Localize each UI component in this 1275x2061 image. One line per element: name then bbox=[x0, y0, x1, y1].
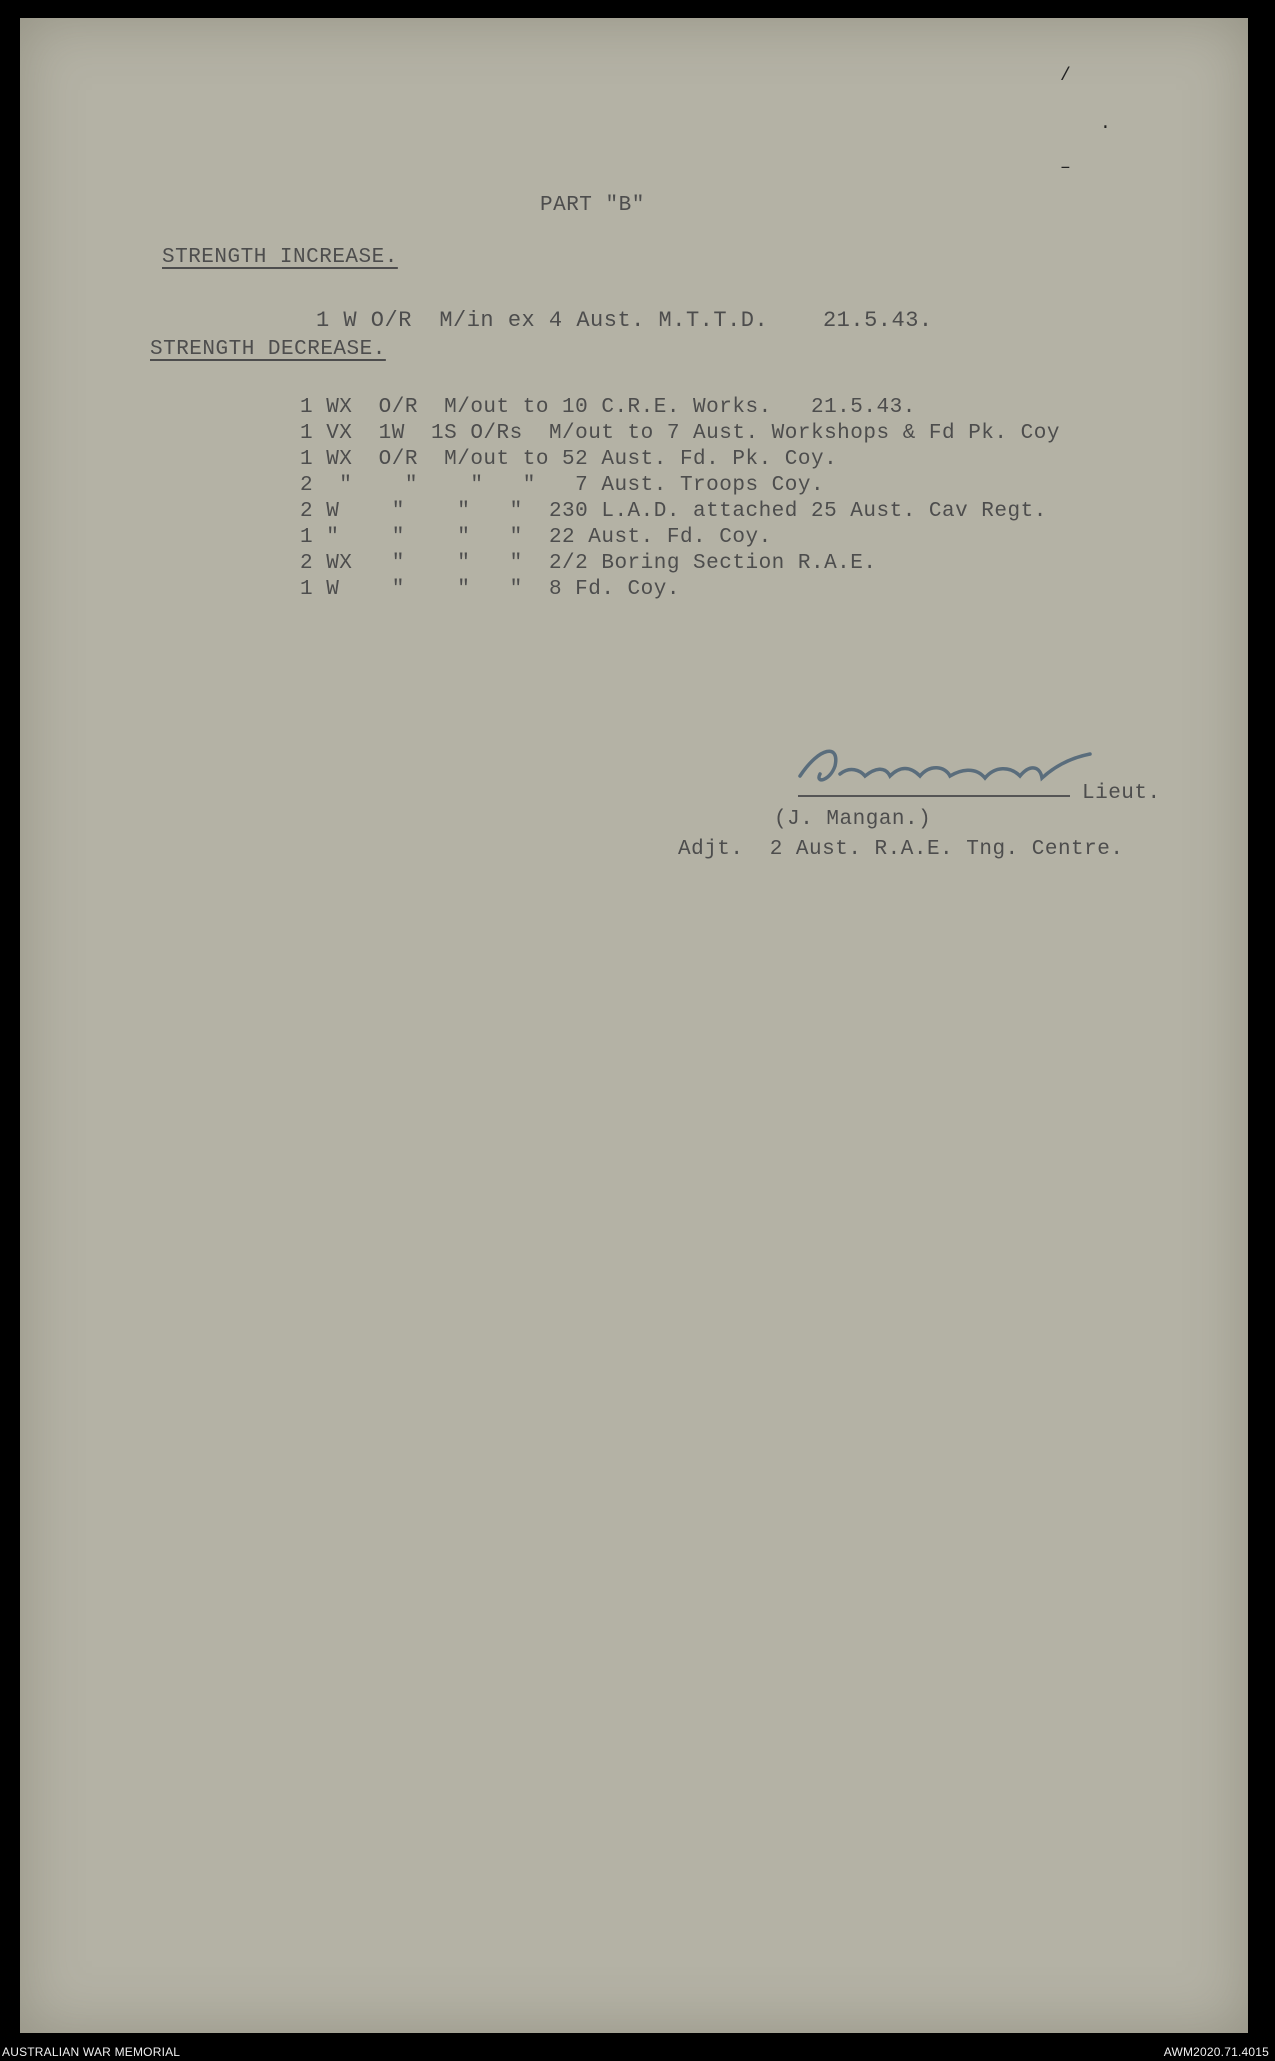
margin-mark: / bbox=[1060, 66, 1071, 86]
decrease-line: 1 " " " " 22 Aust. Fd. Coy. bbox=[300, 526, 772, 549]
footer-right: AWM2020.71.4015 bbox=[1163, 2045, 1269, 2059]
decrease-line: 1 WX O/R M/out to 52 Aust. Fd. Pk. Coy. bbox=[300, 448, 838, 471]
decrease-line: 1 W " " " 8 Fd. Coy. bbox=[300, 578, 680, 601]
margin-mark: · bbox=[1100, 118, 1111, 138]
signature-rank: Lieut. bbox=[1082, 782, 1161, 805]
decrease-line: 2 WX " " " 2/2 Boring Section R.A.E. bbox=[300, 552, 877, 575]
margin-mark: – bbox=[1060, 158, 1071, 178]
part-title: PART "B" bbox=[540, 194, 645, 217]
footer-left: AUSTRALIAN WAR MEMORIAL bbox=[2, 2045, 181, 2059]
increase-line: 1 W O/R M/in ex 4 Aust. M.T.T.D. 21.5.43. bbox=[316, 308, 933, 333]
decrease-line: 2 " " " " 7 Aust. Troops Coy. bbox=[300, 474, 825, 497]
handwritten-signature bbox=[780, 736, 1120, 806]
signature-role: Adjt. 2 Aust. R.A.E. Tng. Centre. bbox=[678, 838, 1124, 861]
decrease-heading: STRENGTH DECREASE. bbox=[150, 338, 386, 361]
document-page bbox=[20, 18, 1248, 2033]
decrease-line: 2 W " " " 230 L.A.D. attached 25 Aust. Cav Regt. bbox=[300, 500, 1047, 523]
decrease-line: 1 WX O/R M/out to 10 C.R.E. Works. 21.5.43. bbox=[300, 396, 916, 419]
increase-heading: STRENGTH INCREASE. bbox=[162, 246, 398, 269]
signature-name: (J. Mangan.) bbox=[774, 808, 932, 831]
decrease-line: 1 VX 1W 1S O/Rs M/out to 7 Aust. Workshops & Fd Pk. Coy bbox=[300, 422, 1060, 445]
